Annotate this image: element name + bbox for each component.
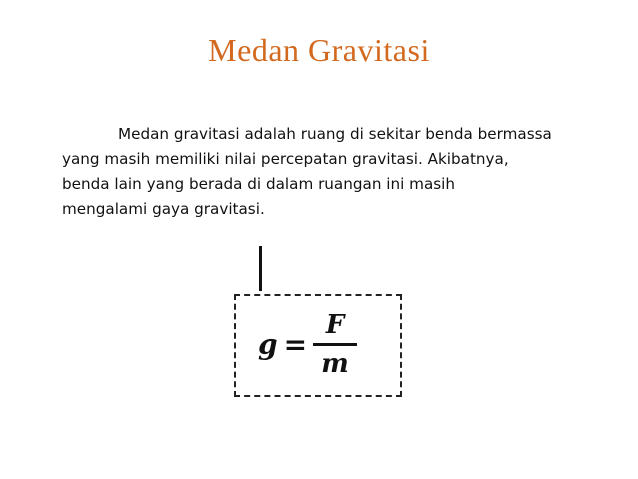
- formula-equals: =: [283, 327, 308, 361]
- paragraph-line: Medan gravitasi adalah ruang di sekitar benda bermassa: [118, 125, 552, 143]
- slide-title: Medan Gravitasi: [208, 32, 430, 68]
- formula-fraction: [313, 309, 357, 380]
- fraction-bar: [313, 343, 357, 346]
- formula-numerator: F: [325, 309, 345, 340]
- definition-paragraph: [62, 122, 602, 222]
- formula-denominator: m: [321, 348, 349, 379]
- paragraph-line: benda lain yang berada di dalam ruangan ini masih: [62, 175, 456, 193]
- formula-lhs: g: [258, 327, 278, 361]
- paragraph-line: mengalami gaya gravitasi.: [62, 200, 265, 218]
- gravity-formula: [258, 304, 357, 384]
- cursor-bar: [259, 246, 262, 291]
- paragraph-line: yang masih memiliki nilai percepatan gravitasi. Akibatnya,: [62, 150, 509, 168]
